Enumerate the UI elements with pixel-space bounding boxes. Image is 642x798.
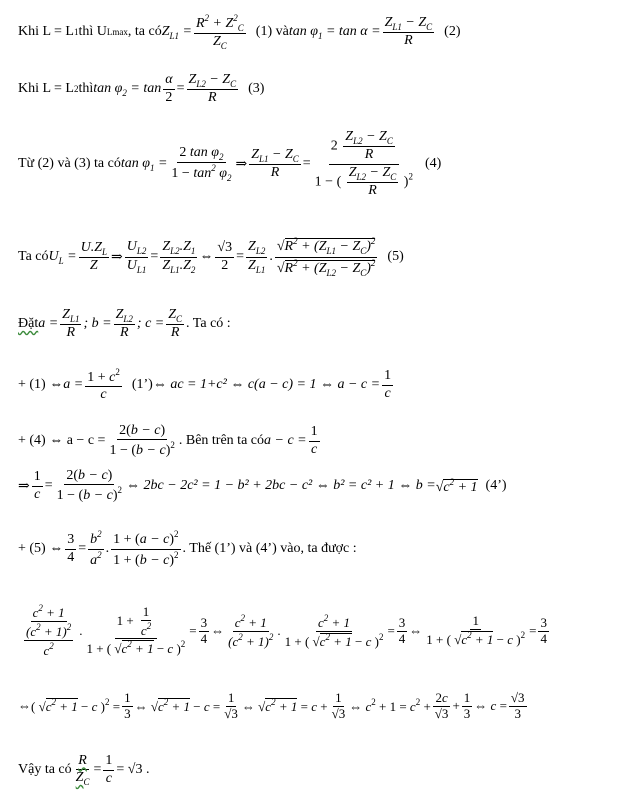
fraction: $\frac{R^2 + Z^2_C}{Z_C}$ <box>195 12 244 51</box>
line-7: + (4) ⇔ a − c = $\frac{2(b - c)}{1 - (b - c)^2}$ . Bên trên ta có a − c = $\frac{1}{c}$ <box>18 422 318 458</box>
line-10: $\frac{c^2 + 1}{\frac{(c^2 + 1)^2}{c^2}}$ . 1 + $\frac{1}{c^2}$ 1 + ( $√c^2 + 1 - c$ )$^2$ = $\frac{3}{4}$ ⇔ $\frac{c^2 + 1}{(c^2 + 1)^2}$ . $\frac{c^2 + 1}{1 + ( √c^2 + 1 - c )^2}$ = $\frac{3}{4}$ ⇔ $\frac{1}{1 + ( √c^2 + 1 - c )^2}$ = $\frac{3}{4}$ <box>26 603 547 658</box>
line-1: Khi L = L 1 thì U Lmax , ta có $Z_{L1}$ = $\frac{R^2 + Z^2_C}{Z_C}$ (1) và $\tan \varphi_1 = \tan \alpha$ = $\frac{Z_{L1} - Z_C}{R}$ (2) <box>18 12 461 51</box>
line-8: ⇒ $\frac{1}{c}$ = $\frac{2(b - c)}{1 - (b - c)^2}$ ⇔ 2bc − 2c² = 1 − b² + 2bc − c² ⇔ b² = c² + 1 ⇔ b = $√c^2 + 1$ (4’) <box>18 467 507 503</box>
line-6: + (1) ⇔ a = $\frac{1 + c^2}{c}$ (1’) ⇔ ac = 1+c² ⇔ c(a − c) = 1 ⇔ a − c = $\frac{1}{c}$ <box>18 366 392 402</box>
line-3: Từ (2) và (3) ta có $\tan \varphi_1$ = $\frac{2 \tan \varphi_2}{1 - \tan^2 \varphi_2}$ ⇒ $\frac{Z_{L1} - Z_C}{R}$ = 2 $\frac{Z_{L2} - Z_C}{R}$ 1 − ( $\frac{Z_{L2} - Z_C}{R}$ )$^2$ (4) <box>18 129 442 198</box>
line-5: Đặt a = $\frac{Z_{L1}}{R}$ ; b = $\frac{Z_{L2}}{R}$ ; c = $\frac{Z_C}{R}$ . Ta có : <box>18 306 231 341</box>
line-2: Khi L = L 2 thì $\tan \varphi_2 = \tan$ $\frac{\alpha}{2}$ = $\frac{Z_{L2} - Z_C}{R}$ (3) <box>18 71 265 106</box>
line-4: Ta có $U_L$ = $\frac{U.Z_L}{Z}$ ⇒ $\frac{U_{L2}}{U_{L1}}$ = $\frac{Z_{L2}.Z_1}{Z_{L1}.Z_2}$ ⇔ $\frac{√3}{2}$ = $\frac{Z_{L2}}{Z_{L1}}$ . $\frac{√R^2 + (Z_{L1} - Z_C)^2}{√R^2 + (Z_{L2} - Z_C)^2}$ (5) <box>18 236 404 278</box>
formula-1: $Z_{L1}$ = <box>161 23 192 41</box>
line-9: + (5) ⇔ $\frac{3}{4}$ = $\frac{b^2}{a^2}$ . $\frac{1 + (a - c)^2}{1 + (b - c)^2}$ . Thế (1’) và (4’) vào, ta được : <box>18 529 357 568</box>
line-12: Vậy ta có $\frac{R}{Z_C}$ = $\frac{1}{c}$ = √3 . <box>18 752 150 787</box>
line-11: ⇔ ( $√c^2 + 1 - c$ )$^2$ = $\frac{1}{3}$ ⇔ $√c^2 + 1 - c$ = $\frac{1}{√3}$ ⇔ $√c^2 + 1 = c$ + $\frac{1}{√3}$ ⇔ $c^2 + 1 = c^2$ + $\frac{2c}{√3}$ + $\frac{1}{3}$ ⇔ c = $\frac{√3}{3}$ <box>18 689 525 721</box>
